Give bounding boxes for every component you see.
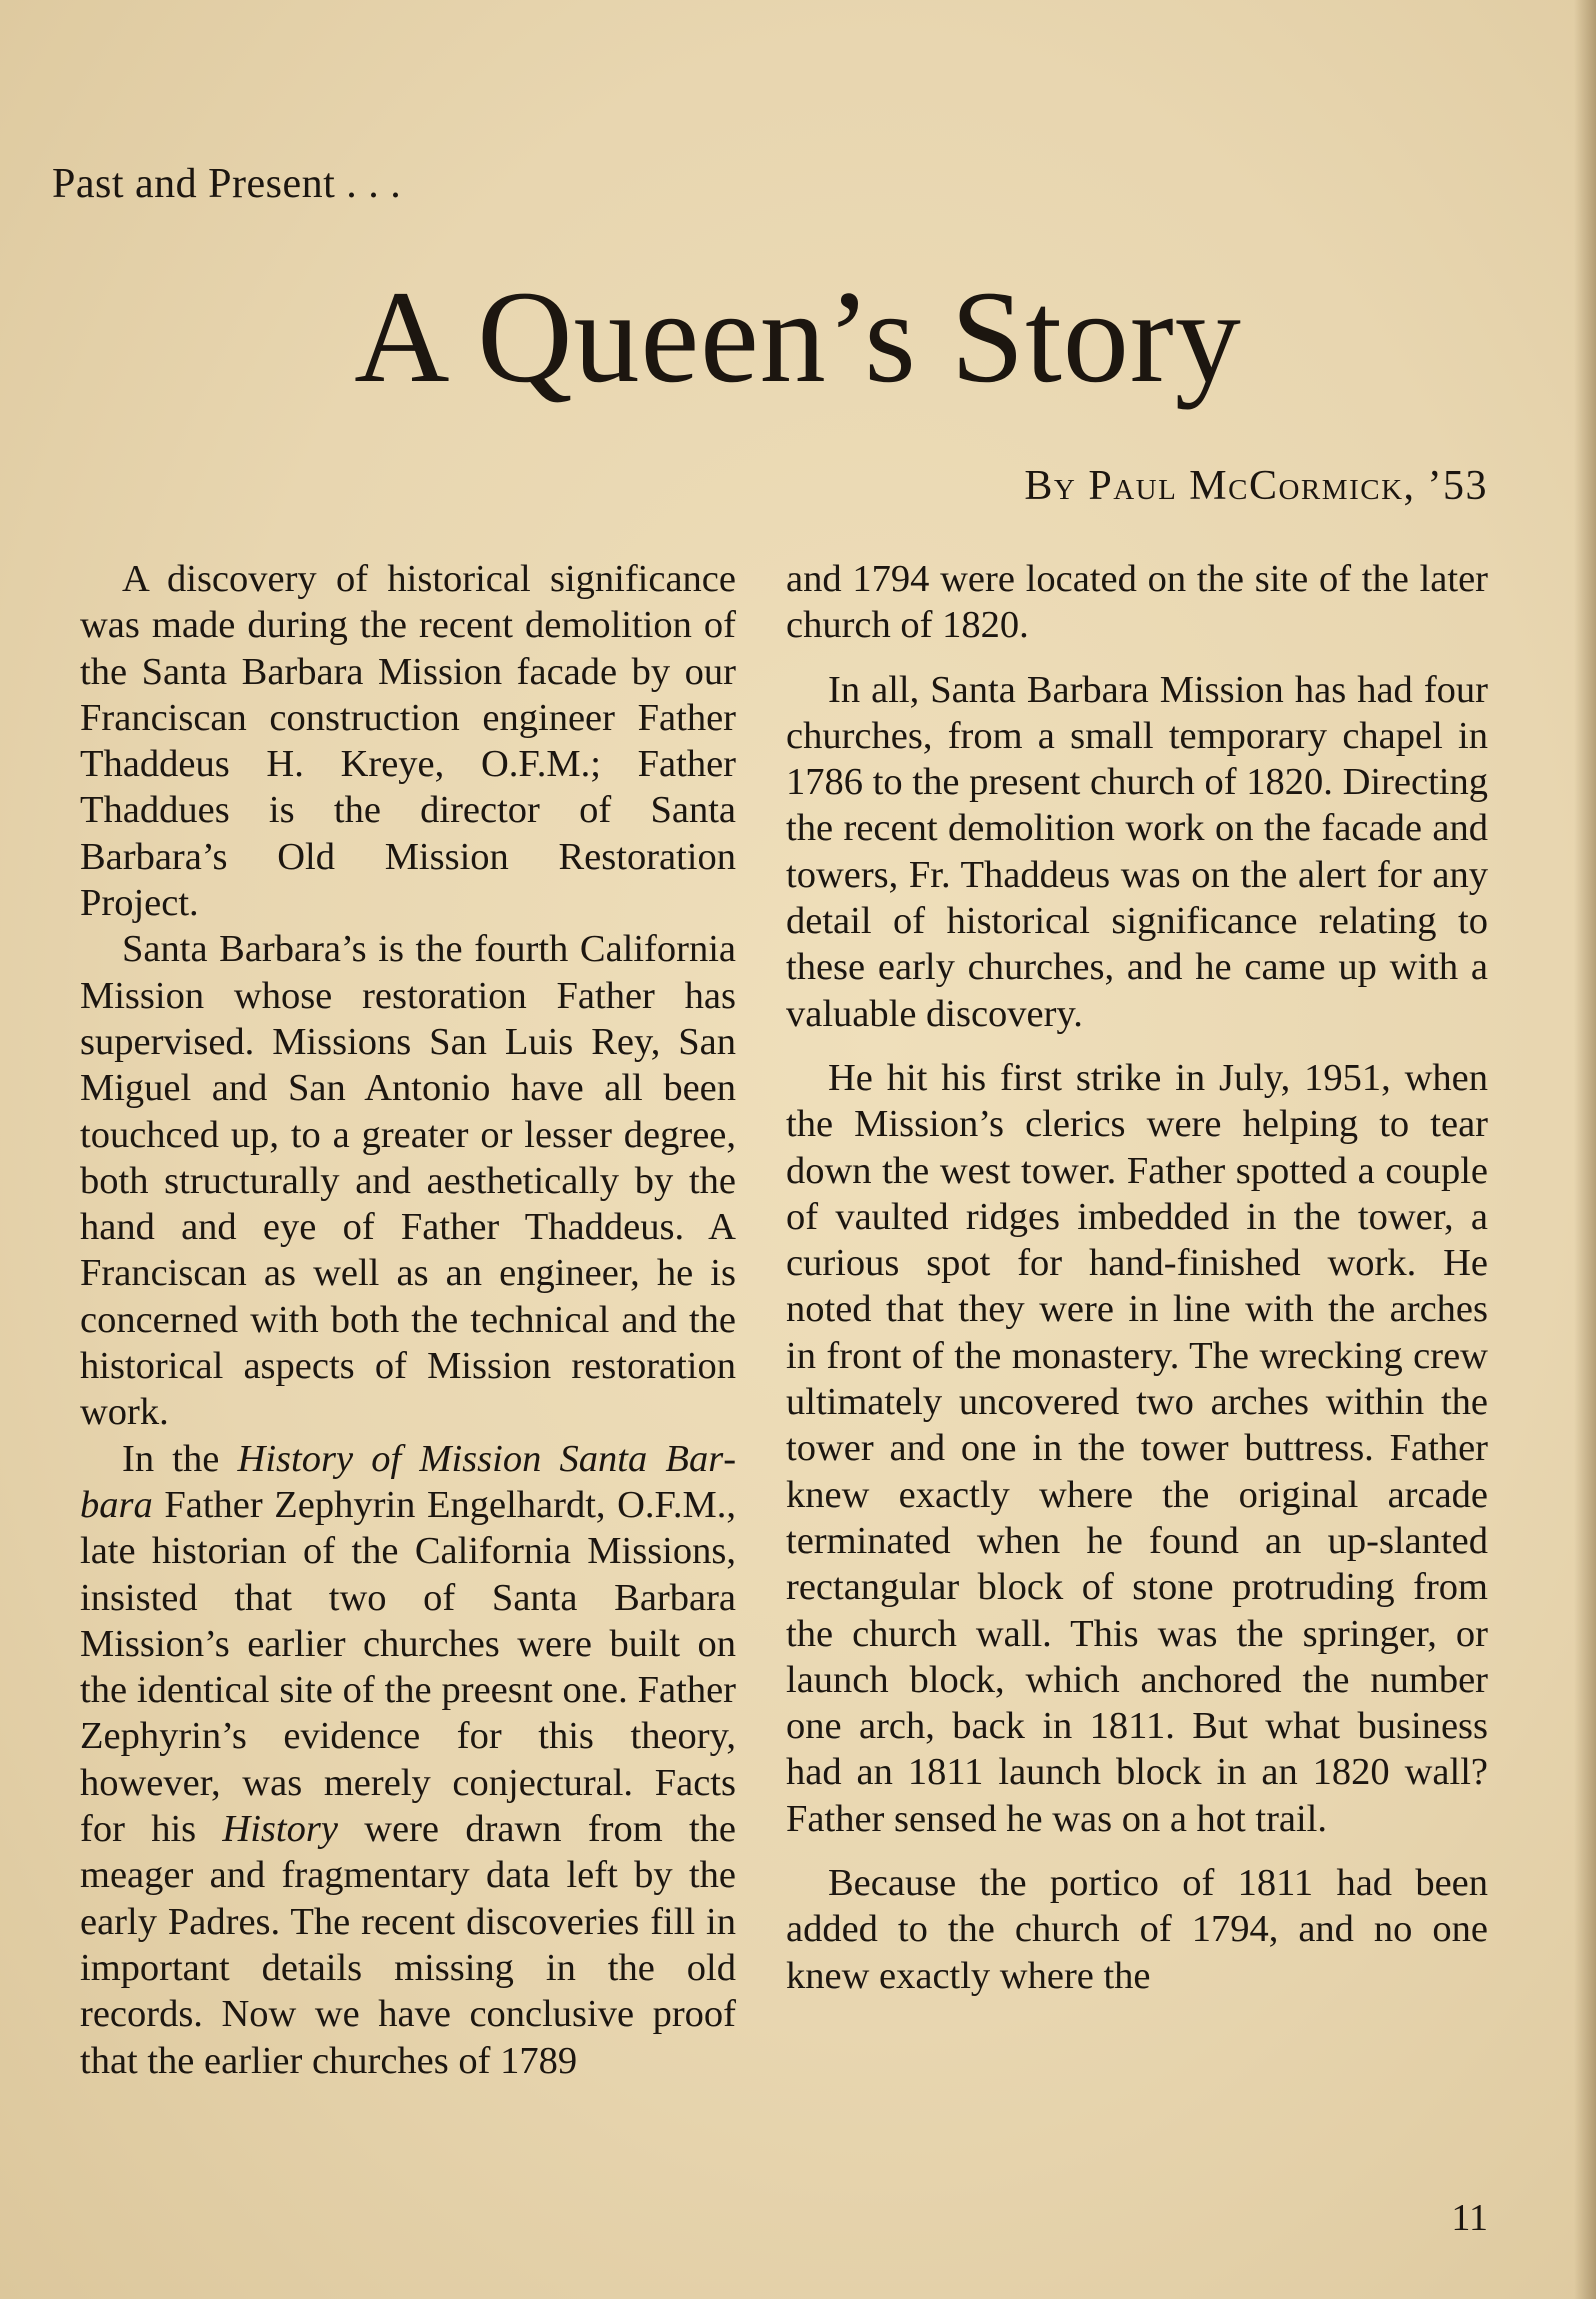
- paragraph-text: Father Zephyrin Engelhardt, O.F.M., late historian of the California Missions, insisted that two of Santa Barbara Mission’s earlier churches were built on the identical site of the preesnt one. Father Zephyrin’s evidence for this theory, however, was merely conjectural. Facts for his: [80, 1483, 736, 1851]
- page-number: 11: [1451, 2197, 1488, 2239]
- book-title-italic: History of Mission Santa Barbara: [80, 1437, 736, 1526]
- paragraph: He hit his first strike in July, 1951, when the Mission’s clerics were helping to tear down the west tower. Father spotted a couple of vaulted ridges imbedded in the tower, a curious spot for hand-finished work. He noted that they were in line with the arches in front of the monastery. The wrecking crew ultimately uncovered two arches within the tower and one in the tower buttress. Father knew exactly where the original arcade terminated when he found an up-slanted rectangular block of stone protruding from the church wall. This was the springer, or launch block, which anchored the number one arch, back in 1811. But what business had an 1811 launch block in an 1820 wall? Father sensed he was on a hot trail.: [786, 1056, 1488, 1840]
- paragraph: Because the portico of 1811 had been added to the church of 1794, and no one knew exactly where the: [786, 1862, 1488, 1997]
- paragraph: and 1794 were located on the site of the later church of 1820.: [786, 558, 1488, 647]
- left-column: [80, 556, 736, 2196]
- paragraph-text: In the: [122, 1437, 238, 1480]
- right-column: [786, 556, 1488, 2196]
- paragraph-text: were drawn from the meager and fragmentary data left by the early Padres. The recent discoveries fill in important details missing in the old records. Now we have conclusive proof that the earlier churches of 1789: [80, 1808, 736, 2082]
- paragraph: A discovery of historical significance was made during the recent demolition of the Santa Barbara Mission facade by our Franciscan construction engineer Father Thaddeus H. Kreye, O.F.M.; Father Thaddues is the director of Santa Barbara’s Old Mission Restoration Project.: [80, 558, 736, 925]
- article-title: A Queen’s Story: [354, 263, 1242, 410]
- paragraph: [80, 1436, 736, 2084]
- paragraph: In all, Santa Barbara Mission has had four churches, from a small temporary chapel in 1786 to the present church of 1820. Directing the recent demolition work on the facade and towers, Fr. Thaddeus was on the alert for any detail of historical significance relating to these early churches, and he came up with a valuable discovery.: [786, 668, 1488, 1035]
- article-byline: By Paul McCormick, ’53: [1024, 463, 1488, 509]
- section-kicker: Past and Present . . .: [52, 161, 402, 207]
- book-title-italic: History: [222, 1808, 338, 1851]
- paragraph: Santa Barbara’s is the fourth California Mission whose restoration Father has supervised. Missions San Luis Rey, San Miguel and San Antonio have all been touchced up, to a greater or lesser degree, both structurally and aesthetically by the hand and eye of Father Thaddeus. A Franciscan as well as an engineer, he is concerned with both the technical and the historical aspects of Mission restoration work.: [80, 928, 736, 1434]
